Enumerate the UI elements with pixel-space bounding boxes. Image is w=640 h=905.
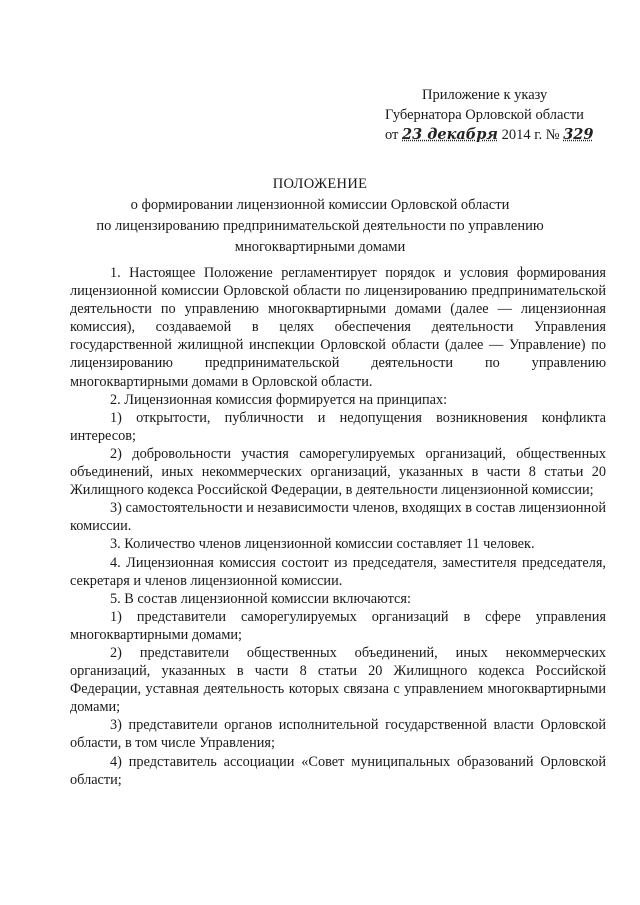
paragraph: 4. Лицензионная комиссия состоит из председателя, заместителя председателя, секретаря и членов лицензионной комиссии. <box>70 554 606 589</box>
appendix-line-2: Губернатора Орловской области <box>385 106 584 123</box>
paragraph: 4) представитель ассоциации «Совет муниципальных образований Орловской области; <box>70 753 606 788</box>
paragraph: 5. В состав лицензионной комиссии включаются: <box>110 590 411 607</box>
document-body <box>70 264 606 789</box>
title-line-3: многоквартирными домами <box>234 239 406 255</box>
appendix-year: 2014 г. № <box>501 127 560 143</box>
paragraph: 2) представители общественных объединений, иных некоммерческих организаций, указанных в части 8 статьи 20 Жилищного кодекса Российской Федерации, уставная деятельность которых связана с управлением многоквартирными домами; <box>70 644 606 716</box>
paragraph: 3) представители органов исполнительной государственной власти Орловской области, в том числе Управления; <box>70 717 606 752</box>
appendix-date-line <box>385 125 625 146</box>
appendix-line-1: Приложение к указу <box>422 87 548 103</box>
handwritten-date: 23 декабря <box>402 126 498 143</box>
paragraph: 3) самостоятельности и независимости членов, входящих в состав лицензионной комиссии. <box>70 500 606 535</box>
title-heading: ПОЛОЖЕНИЕ <box>272 176 368 192</box>
title-line-1: о формировании лицензионной комиссии Орловской области <box>130 197 510 213</box>
paragraph: 1. Настоящее Положение регламентирует порядок и условия формирования лицензионной комиссии Орловской области по лицензированию предпринимательской деятельности по управлению многоквартирными домами (далее — лицензионная комиссия), создаваемой в целях обеспечения деятельности Управления государственной жилищной инспекции Орловской области (далее — Управление) по лицензированию предпринимательской деятельности по управлению многоквартирными домами в Орловской области. <box>70 265 606 390</box>
paragraph: 3. Количество членов лицензионной комиссии составляет 11 человек. <box>110 536 535 553</box>
paragraph: 2. Лицензионная комиссия формируется на принципах: <box>110 391 448 408</box>
appendix-header <box>385 86 625 146</box>
title-line-2: по лицензированию предпринимательской деятельности по управлению <box>96 218 544 234</box>
document-title <box>0 174 640 258</box>
handwritten-number: 329 <box>563 126 594 143</box>
paragraph: 2) добровольности участия саморегулируемых организаций, общественных объединений, иных некоммерческих организаций, указанных в части 8 статьи 20 Жилищного кодекса Российской Федерации, в деятельности лицензионной комиссии; <box>70 445 606 499</box>
paragraph: 1) представители саморегулируемых организаций в сфере управления многоквартирными домами; <box>70 608 606 643</box>
paragraph: 1) открытости, публичности и недопущения возникновения конфликта интересов; <box>70 409 606 444</box>
appendix-prefix: от <box>385 127 399 143</box>
